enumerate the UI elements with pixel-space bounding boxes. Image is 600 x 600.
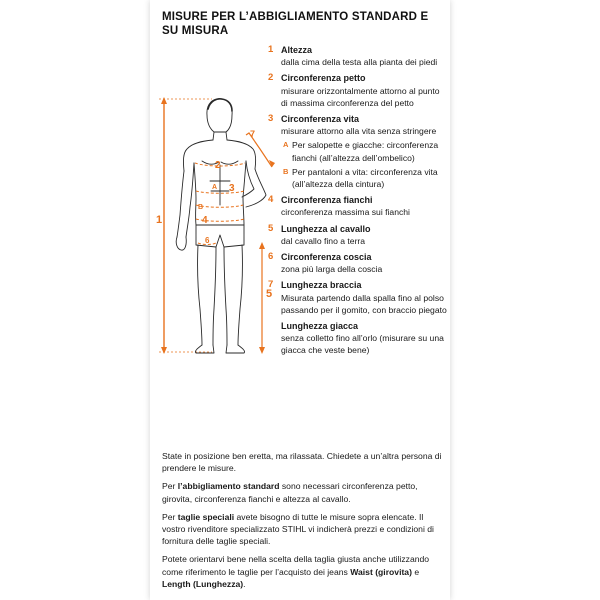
list-item-height: 1 Altezza dalla cima della testa alla pianta dei piedi — [268, 44, 438, 68]
paragraph-posture: State in posizione ben eretta, ma rilassata. Chiedete a un’altra persona di prendere le misure. — [162, 451, 442, 474]
list-item-waist: 3 Circonferenza vita misurare attorno alla vita senza stringere A Per salopette e giacche: circonferenza fianchi (all’altezza dell’ombelico) B Per pantaloni a vita: circonferenza vita (all’altezza della cintura) — [268, 113, 448, 190]
figure-label-a: A — [212, 184, 218, 191]
figure-label-3: 3 — [229, 183, 235, 194]
subitem-b: B Per pantaloni a vita: circonferenza vita (all’altezza della cintura) — [283, 166, 438, 190]
figure-label-4: 4 — [202, 215, 208, 226]
paragraph-special: Per taglie speciali avete bisogno di tutte le misure sopra elencate. Il vostro rivenditore specializzato STIHL vi indicherà prezzi e condizioni di fornitura delle taglie speciali. — [162, 511, 434, 547]
body-text — [162, 450, 447, 596]
body-measurement-figure — [150, 95, 280, 360]
list-item-chest: 2 Circonferenza petto misurare orizzontalmente attorno al punto di massima circonferenza del petto — [268, 72, 440, 108]
figure-label-5: 5 — [266, 288, 273, 300]
list-item-arm: 7 Lunghezza braccia Misurata partendo dalla spalla fino al polso passando per il gomito, con braccio piegato — [268, 279, 447, 315]
list-item-crotch: 5 Lunghezza al cavallo dal cavallo fino a terra — [268, 222, 371, 246]
paragraph-jeans: Potete orientarvi bene nella scelta della taglia giusta anche utilizzando come riferimento le taglie per l’acquisto dei jeans Waist (girovita) e Length (Lunghezza). — [162, 554, 430, 589]
list-item-thigh: 6 Circonferenza coscia zona più larga della coscia — [268, 251, 383, 275]
figure-label-6: 6 — [205, 236, 210, 245]
list-item-hips: 4 Circonferenza fianchi circonferenza massima sui fianchi — [268, 194, 410, 218]
figure-label-b: B — [198, 204, 204, 211]
measurement-list — [268, 44, 448, 357]
figure-label-2: 2 — [215, 160, 221, 171]
figure-label-1: 1 — [156, 214, 163, 226]
list-item-jacket: Lunghezza giacca senza colletto fino all’orlo (misurare su una giacca che veste bene) — [281, 321, 444, 356]
figure-label-7: 7 — [250, 129, 256, 139]
paragraph-standard: Per l’abbigliamento standard sono necessari circonferenza petto, girovita, circonferenza fianchi e altezza al cavallo. — [162, 481, 418, 504]
page-title: MISURE PER L’ABBIGLIAMENTO STANDARD E SU MISURA — [162, 11, 429, 37]
subitem-a: A Per salopette e giacche: circonferenza fianchi (all’altezza dell’ombelico) — [283, 140, 439, 163]
